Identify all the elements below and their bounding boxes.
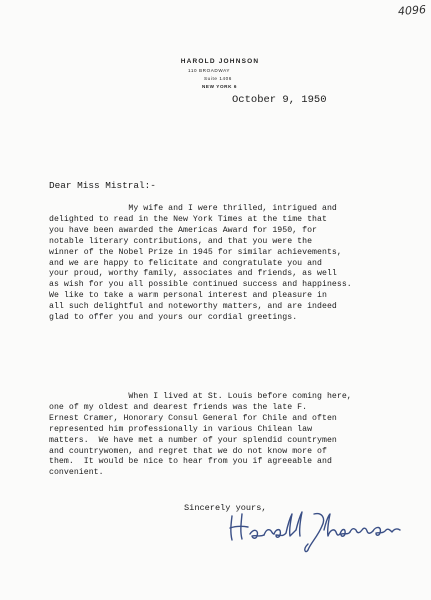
- handwritten-signature: [226, 506, 406, 556]
- salutation: Dear Miss Mistral:-: [49, 180, 156, 191]
- letterhead-suite: Suite 1406: [204, 76, 232, 81]
- body-paragraph-2: When I lived at St. Louis before coming here, one of my oldest and dearest friends was the late F. Ernest Cramer, Honorary Consul General for Chile and often represented him professionally in various Chilean law matters. We have met a number of your splendid countrymen and countrywomen, and regret that we do not know more of them. It would be nice to hear from you if agreeable and convenient.: [49, 392, 352, 478]
- closing: Sincerely yours,: [184, 503, 267, 513]
- letterhead-street: 110 BROADWAY: [188, 68, 231, 73]
- letterhead-city: NEW YORK 6: [202, 84, 238, 89]
- letter-date: October 9, 1950: [232, 94, 327, 106]
- body-paragraph-1: My wife and I were thrilled, intrigued and delighted to read in the New York Times at the time that you have been awarded the Americas Award for 1950, for notable literary contributions, and that you were the winner of the Nobel Prize in 1945 for similar achievements, and we are happy to felicitate and congratulate you and your proud, worthy family, associates and friends, as well as wish for you all possible continued success and happiness. We like to take a warm personal interest and pleasure in all such delightful and noteworthy matters, and are indeed glad to offer you and yours our cordial greetings.: [49, 204, 352, 323]
- letterhead: [170, 58, 270, 91]
- archive-number: 4096: [397, 3, 427, 18]
- letterhead-name: HAROLD JOHNSON: [180, 58, 260, 65]
